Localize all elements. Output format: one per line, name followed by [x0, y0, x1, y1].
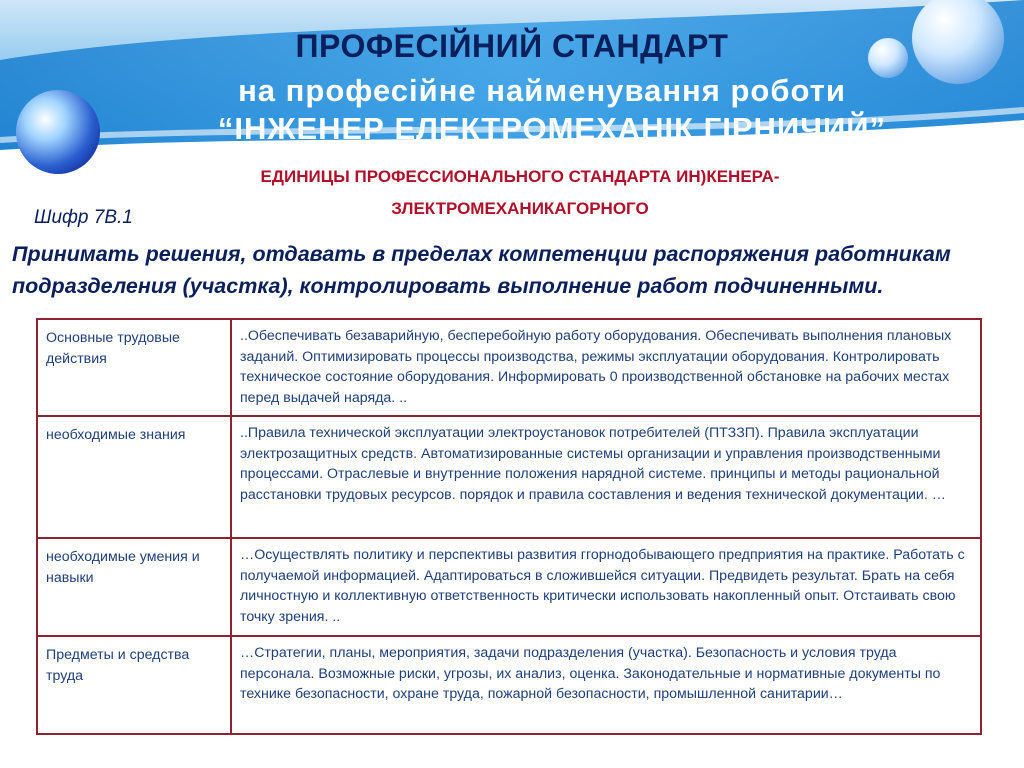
row-label: необходимые знания	[37, 416, 231, 538]
table-row	[37, 416, 981, 538]
row-description: ..Правила технической эксплуатации электроустановок потребителей (ПТЗЗП). Правила эксплуатации электрозащитных средств. Автоматизированные системы организации и управления производственными процессами. Отраслевые и внутренние положения нарядной системе. принципы и методы рациональной расстановки трудовых ресурсов. порядок и правила составления и ведения технической документации. …	[231, 416, 981, 538]
table-row	[37, 319, 981, 416]
statement-line-1: Принимать решения, отдавать в пределах компетенции распоряжения работникам	[12, 242, 951, 266]
competence-statement	[12, 238, 1012, 302]
title-line-1: ПРОФЕСІЙНИЙ СТАНДАРТ	[295, 28, 729, 64]
subtitle-line-1: ЕДИНИЦЫ ПРОФЕССИОНАЛЬНОГО СТАНДАРТА ИН)КЕНЕРА-	[260, 167, 780, 186]
row-description: ..Обеспечивать безаварийную, бесперебойную работу оборудования. Обеспечивать выполнения плановых заданий. Оптимизировать процессы производства, режимы эксплуатации оборудования. Контролировать техническое состояние оборудования. Информировать 0 производственной обстановке на рабочих местах перед выдачей наряда. ..	[231, 319, 981, 416]
table-row	[37, 538, 981, 636]
standard-units-table	[36, 318, 982, 735]
row-description: …Осуществлять политику и перспективы развития ггорнодобывающего предприятия на практике. Работать с получаемой информацией. Адаптироваться в сложившейся ситуации. Предвидеть результат. Брать на себя личностную и коллективную ответственность критически использовать накопленный опыт. Отстаивать свою точку зрения. ..	[231, 538, 981, 636]
row-description: …Стратегии, планы, мероприятия, задачи подразделения (участка). Безопасность и условия труда персонала. Возможные риски, угрозы, их анализ, оценка. Законодательные и нормативные документы по технике безопасности, охране труда, пожарной безопасности, промышленной санитарии…	[231, 636, 981, 734]
row-label: Предметы и средства труда	[37, 636, 231, 734]
code-label: Шифр 7В.1	[34, 207, 133, 228]
title-line-2: на професійне найменування роботи	[238, 73, 846, 108]
row-label: Основные трудовые действия	[37, 319, 231, 416]
row-label: необходимые умения и навыки	[37, 538, 231, 636]
title-line-3: “ІНЖЕНЕР ЕЛЕКТРОМЕХАНІК ГІРНИЧИЙ”	[217, 111, 887, 146]
subtitle-line-2: ЗЛЕКТРОМЕХАНИКАГОРНОГО	[391, 199, 649, 218]
statement-line-2: подразделения (участка), контролировать выполнение работ подчиненными.	[12, 274, 884, 298]
table-row	[37, 636, 981, 734]
